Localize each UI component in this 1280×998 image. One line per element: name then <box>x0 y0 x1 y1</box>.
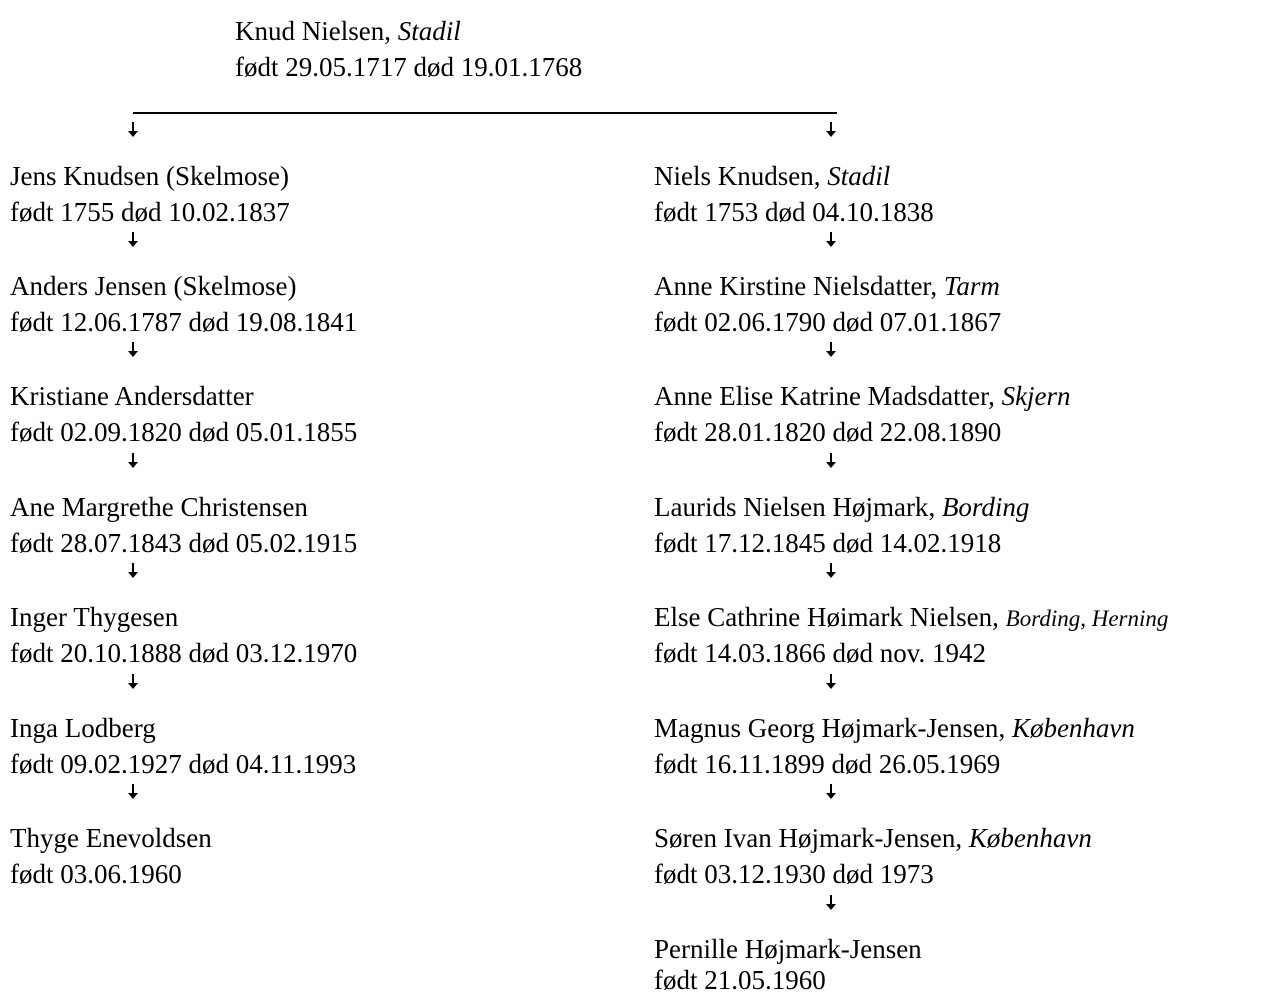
right-arrow-1 <box>830 232 832 242</box>
left-person-5-dates: født 20.10.1888 død 03.12.1970 <box>10 638 358 668</box>
right-person-2-name-line: Anne Kirstine Nielsdatter, Tarm <box>654 271 1000 301</box>
right-person-8-dates: født 21.05.1960 <box>654 965 826 995</box>
right-person-2-dates: født 02.06.1790 død 07.01.1867 <box>654 307 1002 337</box>
right-arrow-6 <box>830 784 832 794</box>
left-arrow-1 <box>132 232 134 242</box>
root-name: Knud Nielsen <box>235 16 385 46</box>
left-arrow-2 <box>132 342 134 352</box>
right-person-4-dates: født 17.12.1845 død 14.02.1918 <box>654 528 1002 558</box>
left-person-1-name: Jens Knudsen (Skelmose) <box>10 161 289 191</box>
right-person-3-name: Anne Elise Katrine Madsdatter <box>654 381 989 411</box>
left-person-4-dates: født 28.07.1843 død 05.02.1915 <box>10 528 358 558</box>
right-person-6-name: Magnus Georg Højmark-Jensen <box>654 713 999 743</box>
left-person-2-name: Anders Jensen (Skelmose) <box>10 271 297 301</box>
right-arrow-3 <box>830 453 832 463</box>
right-person-7-place: København <box>968 823 1092 853</box>
right-person-3-place: Skjern <box>1001 381 1071 411</box>
left-arrow-4 <box>132 563 134 573</box>
left-person-3-name: Kristiane Andersdatter <box>10 381 254 411</box>
right-person-6-dates: født 16.11.1899 død 26.05.1969 <box>654 749 1001 779</box>
left-person-4-name: Ane Margrethe Christensen <box>10 492 308 522</box>
left-person-1-dates: født 1755 død 10.02.1837 <box>10 197 290 227</box>
right-person-3-name-line: Anne Elise Katrine Madsdatter, Skjern <box>654 381 1071 411</box>
right-person-7-name-line: Søren Ivan Højmark-Jensen, København <box>654 823 1092 853</box>
right-person-5-place: Bording, Herning <box>1005 606 1169 631</box>
right-person-2-name: Anne Kirstine Nielsdatter <box>654 271 931 301</box>
root-place: Stadil <box>397 16 461 46</box>
left-arrow-6 <box>132 784 134 794</box>
right-arrow-4 <box>830 563 832 573</box>
right-person-1-name: Niels Knudsen <box>654 161 814 191</box>
right-person-4-name-line: Laurids Nielsen Højmark, Bording <box>654 492 1030 522</box>
left-person-3-dates: født 02.09.1820 død 05.01.1855 <box>10 417 358 447</box>
right-arrow-5 <box>830 674 832 684</box>
right-person-6-place: København <box>1011 713 1135 743</box>
right-person-5-name-line: Else Cathrine Høimark Nielsen, Bording, Herning <box>654 602 1169 632</box>
right-person-2-place: Tarm <box>943 271 1000 301</box>
right-person-7-name: Søren Ivan Højmark-Jensen <box>654 823 956 853</box>
right-person-4-name: Laurids Nielsen Højmark <box>654 492 929 522</box>
right-person-7-dates: født 03.12.1930 død 1973 <box>654 859 934 889</box>
right-arrow-2 <box>830 342 832 352</box>
left-arrow-5 <box>132 674 134 684</box>
right-person-6-name-line: Magnus Georg Højmark-Jensen, København <box>654 713 1135 743</box>
left-person-6-name: Inga Lodberg <box>10 713 156 743</box>
left-person-7-dates: født 03.06.1960 <box>10 859 182 889</box>
right-person-1-name-line: Niels Knudsen, Stadil <box>654 161 891 191</box>
root-dates: født 29.05.1717 død 19.01.1768 <box>235 52 583 82</box>
left-person-6-dates: født 09.02.1927 død 04.11.1993 <box>10 749 357 779</box>
right-person-5-dates: født 14.03.1866 død nov. 1942 <box>654 638 986 668</box>
left-person-5-name: Inger Thygesen <box>10 602 179 632</box>
right-person-1-dates: født 1753 død 04.10.1838 <box>654 197 934 227</box>
right-person-3-dates: født 28.01.1820 død 22.08.1890 <box>654 417 1002 447</box>
left-arrow-3 <box>132 453 134 463</box>
right-person-4-place: Bording <box>941 492 1030 522</box>
arrow-to-right-branch <box>830 122 832 132</box>
arrow-to-left-branch <box>132 122 134 132</box>
right-person-5-name: Else Cathrine Høimark Nielsen <box>654 602 993 632</box>
left-person-7-name: Thyge Enevoldsen <box>10 823 212 853</box>
root-name-line: Knud Nielsen, Stadil <box>235 16 461 46</box>
right-person-8-name: Pernille Højmark-Jensen <box>654 934 922 964</box>
left-person-2-dates: født 12.06.1787 død 19.08.1841 <box>10 307 358 337</box>
branch-line <box>133 112 837 114</box>
right-person-1-place: Stadil <box>827 161 891 191</box>
right-arrow-7 <box>830 895 832 905</box>
